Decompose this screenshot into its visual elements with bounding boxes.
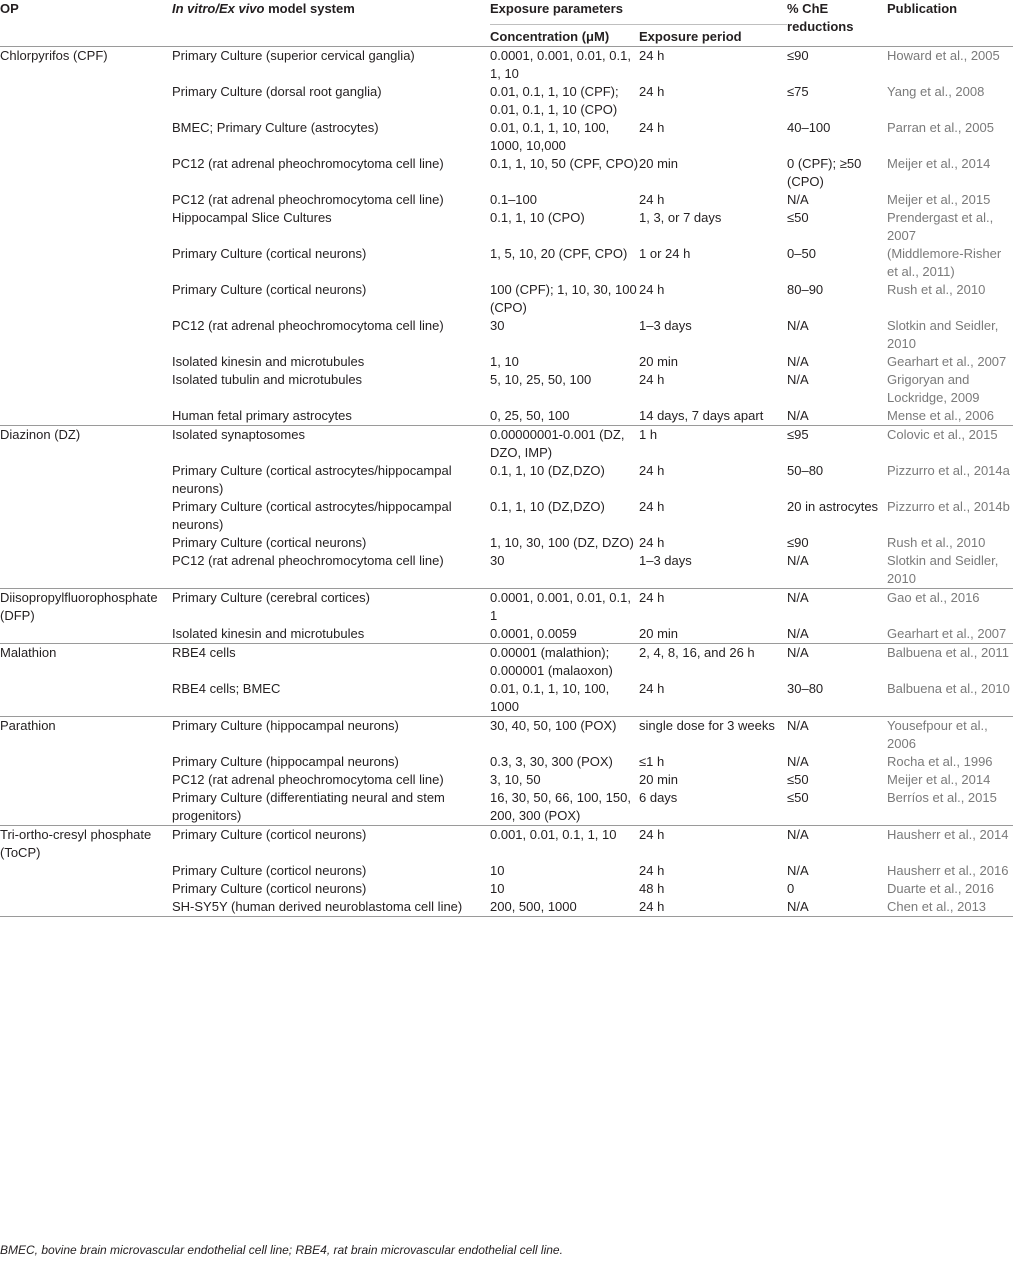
concentration-cell: 30, 40, 50, 100 (POX): [490, 718, 617, 733]
period-cell: 24 h: [639, 48, 665, 63]
op-cell: [0, 880, 172, 898]
model-cell: Primary Culture (cortical neurons): [172, 282, 367, 297]
concentration-cell: 30: [490, 318, 505, 333]
op-cell: [0, 753, 172, 771]
che-cell: N/A: [787, 372, 809, 387]
concentration-cell: 0.00001 (malathion); 0.000001 (malaoxon): [490, 645, 613, 678]
che-cell: N/A: [787, 318, 809, 333]
table-row: [0, 281, 1013, 317]
che-cell: 80–90: [787, 282, 824, 297]
concentration-cell: 0.1–100: [490, 192, 537, 207]
model-cell: RBE4 cells; BMEC: [172, 680, 490, 717]
publication-cell[interactable]: Gearhart et al., 2007: [887, 625, 1013, 644]
publication-cell[interactable]: Grigoryan and Lockridge, 2009: [887, 372, 980, 405]
model-cell: Primary Culture (hippocampal neurons): [172, 718, 399, 733]
che-cell: N/A: [787, 827, 809, 842]
che-cell: N/A: [787, 718, 809, 733]
period-cell: 1 or 24 h: [639, 246, 691, 261]
op-cell: [0, 281, 172, 317]
table-row: [0, 880, 1013, 898]
op-cell: Diazinon (DZ): [0, 427, 81, 442]
op-cell: [0, 534, 172, 552]
che-cell: ≤90: [787, 535, 809, 550]
period-cell: 24 h: [639, 120, 665, 135]
table-row: [0, 426, 1013, 463]
model-cell: Isolated kinesin and microtubules: [172, 625, 490, 644]
table-row: [0, 209, 1013, 245]
header-exposure-period: Exposure period: [639, 25, 787, 47]
che-cell: 0 (CPF); ≥50 (CPO): [787, 156, 862, 189]
header-publication: Publication: [887, 0, 1013, 47]
concentration-cell: 0.1, 1, 10 (CPO): [490, 210, 585, 225]
concentration-cell: 1, 10: [490, 354, 519, 369]
model-cell: Primary Culture (dorsal root ganglia): [172, 84, 382, 99]
header-exposure-parameters: Exposure parameters: [490, 0, 787, 25]
publication-cell[interactable]: Pizzurro et al., 2014b: [887, 499, 1010, 514]
table-row: [0, 47, 1013, 84]
table-row: [0, 245, 1013, 281]
table-row: [0, 407, 1013, 426]
op-cell: [0, 191, 172, 209]
publication-cell[interactable]: Prendergast et al., 2007: [887, 210, 994, 243]
concentration-cell: 1, 5, 10, 20 (CPF, CPO): [490, 246, 628, 261]
model-cell: PC12 (rat adrenal pheochromocytoma cell line): [172, 552, 490, 589]
concentration-cell: 0.3, 3, 30, 300 (POX): [490, 754, 613, 769]
model-cell: Primary Culture (cerebral cortices): [172, 590, 370, 605]
period-cell: 24 h: [639, 499, 665, 514]
che-cell: N/A: [787, 407, 887, 426]
model-cell: PC12 (rat adrenal pheochromocytoma cell line): [172, 156, 444, 171]
table-row: [0, 552, 1013, 589]
publication-cell[interactable]: Rush et al., 2010: [887, 282, 986, 297]
model-cell: Human fetal primary astrocytes: [172, 407, 490, 426]
op-cell: [0, 155, 172, 191]
publication-cell[interactable]: Yousefpour et al., 2006: [887, 718, 988, 751]
model-cell: Primary Culture (differentiating neural and stem progenitors): [172, 789, 490, 826]
publication-cell[interactable]: Balbuena et al., 2011: [887, 645, 1009, 660]
table-row: [0, 498, 1013, 534]
period-cell: 48 h: [639, 881, 665, 896]
che-cell: 0–50: [787, 246, 816, 261]
publication-cell[interactable]: Berríos et al., 2015: [887, 789, 1013, 826]
table-row: [0, 353, 1013, 371]
op-cell: [0, 407, 172, 426]
concentration-cell: 0, 25, 50, 100: [490, 407, 639, 426]
che-cell: N/A: [787, 863, 809, 878]
op-cell: Malathion: [0, 645, 57, 660]
concentration-cell: 3, 10, 50: [490, 772, 541, 787]
table-row: [0, 789, 1013, 826]
publication-cell[interactable]: Rocha et al., 1996: [887, 754, 993, 769]
period-cell: 1–3 days: [639, 318, 692, 333]
concentration-cell: 0.0001, 0.001, 0.01, 0.1, 1, 10: [490, 48, 631, 81]
che-cell: N/A: [787, 645, 809, 660]
period-cell: 24 h: [639, 463, 665, 478]
op-cell: [0, 119, 172, 155]
period-cell: 1–3 days: [639, 552, 787, 589]
table-row: [0, 826, 1013, 863]
che-cell: 0: [787, 881, 795, 896]
table-header: [0, 0, 1013, 47]
period-cell: 2, 4, 8, 16, and 26 h: [639, 645, 755, 660]
che-cell: 20 in astrocytes: [787, 499, 879, 514]
publication-cell[interactable]: Parran et al., 2005: [887, 120, 994, 135]
publication-cell[interactable]: Slotkin and Seidler, 2010: [887, 318, 999, 351]
period-cell: 24 h: [639, 372, 665, 387]
period-cell: 20 min: [639, 772, 679, 787]
op-cell: Tri-ortho-cresyl phosphate (ToCP): [0, 827, 152, 860]
concentration-cell: 10: [490, 881, 505, 896]
table-row: [0, 83, 1013, 119]
model-cell: SH-SY5Y (human derived neuroblastoma cell line): [172, 898, 490, 917]
period-cell: 20 min: [639, 625, 787, 644]
period-cell: 24 h: [639, 84, 665, 99]
publication-cell[interactable]: (Middlemore-Risher et al., 2011): [887, 246, 1002, 279]
period-cell: 24 h: [639, 192, 665, 207]
publication-cell[interactable]: Mense et al., 2006: [887, 407, 1013, 426]
publication-cell[interactable]: Chen et al., 2013: [887, 898, 1013, 917]
op-cell: [0, 552, 172, 589]
model-cell: Primary Culture (corticol neurons): [172, 881, 367, 896]
publication-cell[interactable]: Gao et al., 2016: [887, 590, 980, 605]
che-cell: ≤50: [787, 772, 809, 787]
op-cell: [0, 371, 172, 407]
period-cell: 24 h: [639, 680, 787, 717]
op-cell: [0, 83, 172, 119]
publication-cell[interactable]: Hausherr et al., 2014: [887, 827, 1009, 842]
publication-cell[interactable]: Meijer et al., 2014: [887, 156, 991, 171]
concentration-cell: 16, 30, 50, 66, 100, 150, 200, 300 (POX): [490, 789, 639, 826]
model-cell: Primary Culture (cortical neurons): [172, 535, 367, 550]
che-cell: N/A: [787, 192, 809, 207]
publication-cell[interactable]: Meijer et al., 2015: [887, 192, 991, 207]
model-cell: PC12 (rat adrenal pheochromocytoma cell line): [172, 318, 444, 333]
che-cell: 40–100: [787, 120, 831, 135]
table-footnote: BMEC, bovine brain microvascular endothelial cell line; RBE4, rat brain microvascular endothelial cell line.: [0, 1243, 563, 1257]
header-che-reductions: % ChE reductions: [787, 0, 887, 47]
concentration-cell: 0.00000001-0.001 (DZ, DZO, IMP): [490, 427, 625, 460]
publication-cell[interactable]: Pizzurro et al., 2014a: [887, 463, 1010, 478]
table-row: [0, 534, 1013, 552]
concentration-cell: 0.001, 0.01, 0.1, 1, 10: [490, 827, 617, 842]
op-cell: [0, 898, 172, 917]
publication-cell[interactable]: Slotkin and Seidler, 2010: [887, 552, 1013, 589]
op-cell: [0, 789, 172, 826]
header-model-system: [172, 0, 490, 47]
concentration-cell: 100 (CPF); 1, 10, 30, 100 (CPO): [490, 282, 637, 315]
publication-cell[interactable]: Hausherr et al., 2016: [887, 863, 1009, 878]
op-cell: Diisopropylfluorophosphate (DFP): [0, 590, 158, 623]
concentration-cell: 30: [490, 552, 639, 589]
model-cell: Isolated synaptosomes: [172, 427, 305, 442]
table-row: [0, 119, 1013, 155]
che-cell: 50–80: [787, 463, 824, 478]
model-cell: Isolated tubulin and microtubules: [172, 372, 363, 387]
model-cell: Hippocampal Slice Cultures: [172, 210, 332, 225]
op-cell: [0, 245, 172, 281]
che-cell: N/A: [787, 354, 809, 369]
model-cell: PC12 (rat adrenal pheochromocytoma cell line): [172, 772, 444, 787]
concentration-cell: 0.1, 1, 10 (DZ,DZO): [490, 463, 605, 478]
model-cell: Primary Culture (cortical neurons): [172, 246, 367, 261]
period-cell: 24 h: [639, 863, 665, 878]
period-cell: 14 days, 7 days apart: [639, 407, 787, 426]
concentration-cell: 0.1, 1, 10, 50 (CPF, CPO): [490, 156, 639, 171]
model-cell: Primary Culture (corticol neurons): [172, 863, 367, 878]
concentration-cell: 0.0001, 0.001, 0.01, 0.1, 1: [490, 590, 631, 623]
model-cell: Isolated kinesin and microtubules: [172, 354, 365, 369]
publication-cell[interactable]: Colovic et al., 2015: [887, 427, 998, 442]
che-cell: ≤95: [787, 427, 809, 442]
op-cell: [0, 680, 172, 717]
header-model-italic: In vitro/Ex vivo: [172, 1, 265, 16]
che-cell: 30–80: [787, 680, 887, 717]
model-cell: Primary Culture (superior cervical ganglia): [172, 48, 415, 63]
concentration-cell: 5, 10, 25, 50, 100: [490, 372, 592, 387]
header-concentration: Concentration (μM): [490, 25, 639, 47]
period-cell: 24 h: [639, 535, 665, 550]
table-row: [0, 898, 1013, 917]
model-cell: PC12 (rat adrenal pheochromocytoma cell line): [172, 192, 444, 207]
table-row: [0, 371, 1013, 407]
op-cell: [0, 625, 172, 644]
op-cell: [0, 353, 172, 371]
period-cell: 24 h: [639, 827, 665, 842]
table-row: [0, 191, 1013, 209]
concentration-cell: 0.0001, 0.0059: [490, 625, 639, 644]
table-row: [0, 462, 1013, 498]
period-cell: 1, 3, or 7 days: [639, 210, 722, 225]
model-cell: Primary Culture (cortical astrocytes/hippocampal neurons): [172, 463, 452, 496]
concentration-cell: 0.01, 0.1, 1, 10 (CPF); 0.01, 0.1, 1, 10 (CPO): [490, 84, 619, 117]
period-cell: 1 h: [639, 427, 658, 442]
table-row: [0, 644, 1013, 681]
che-cell: N/A: [787, 590, 809, 605]
che-cell: ≤50: [787, 789, 887, 826]
che-cell: N/A: [787, 898, 887, 917]
op-cell: [0, 498, 172, 534]
concentration-cell: 1, 10, 30, 100 (DZ, DZO): [490, 535, 634, 550]
op-cell: [0, 862, 172, 880]
publication-cell[interactable]: Howard et al., 2005: [887, 48, 1000, 63]
table-body: [0, 47, 1013, 917]
model-cell: RBE4 cells: [172, 645, 236, 660]
publication-cell[interactable]: Gearhart et al., 2007: [887, 354, 1007, 369]
header-model-rest: model system: [264, 1, 355, 16]
op-cell: [0, 209, 172, 245]
publication-cell[interactable]: Meijer et al., 2014: [887, 772, 991, 787]
model-cell: Primary Culture (hippocampal neurons): [172, 754, 399, 769]
period-cell: 20 min: [639, 156, 679, 171]
period-cell: 24 h: [639, 898, 787, 917]
table-row: [0, 771, 1013, 789]
op-cell: [0, 462, 172, 498]
op-cell: Chlorpyrifos (CPF): [0, 48, 108, 63]
publication-cell[interactable]: Balbuena et al., 2010: [887, 680, 1013, 717]
table-row: [0, 625, 1013, 644]
table-row: [0, 680, 1013, 717]
che-cell: N/A: [787, 625, 887, 644]
publication-cell[interactable]: Duarte et al., 2016: [887, 881, 994, 896]
concentration-cell: 0.01, 0.1, 1, 10, 100, 1000: [490, 680, 639, 717]
table-row: [0, 753, 1013, 771]
che-cell: N/A: [787, 552, 887, 589]
table-row: [0, 862, 1013, 880]
publication-cell[interactable]: Rush et al., 2010: [887, 535, 986, 550]
model-cell: Primary Culture (corticol neurons): [172, 827, 367, 842]
header-op: OP: [0, 0, 172, 47]
period-cell: single dose for 3 weeks: [639, 718, 775, 733]
concentration-cell: 0.1, 1, 10 (DZ,DZO): [490, 499, 605, 514]
che-cell: ≤75: [787, 84, 809, 99]
concentration-cell: 200, 500, 1000: [490, 898, 639, 917]
table-row: [0, 317, 1013, 353]
period-cell: 6 days: [639, 789, 787, 826]
op-cell: [0, 317, 172, 353]
che-cell: N/A: [787, 754, 809, 769]
table-row: [0, 589, 1013, 626]
concentration-cell: 0.01, 0.1, 1, 10, 100, 1000, 10,000: [490, 120, 610, 153]
period-cell: 24 h: [639, 590, 665, 605]
model-cell: Primary Culture (cortical astrocytes/hippocampal neurons): [172, 499, 452, 532]
period-cell: 24 h: [639, 282, 665, 297]
table-row: [0, 717, 1013, 754]
table-row: [0, 155, 1013, 191]
che-cell: ≤90: [787, 48, 809, 63]
op-cell: [0, 771, 172, 789]
che-cell: ≤50: [787, 210, 809, 225]
publication-cell[interactable]: Yang et al., 2008: [887, 84, 985, 99]
model-cell: BMEC; Primary Culture (astrocytes): [172, 120, 379, 135]
concentration-cell: 10: [490, 863, 505, 878]
period-cell: 20 min: [639, 354, 679, 369]
op-cell: Parathion: [0, 718, 56, 733]
period-cell: ≤1 h: [639, 754, 665, 769]
